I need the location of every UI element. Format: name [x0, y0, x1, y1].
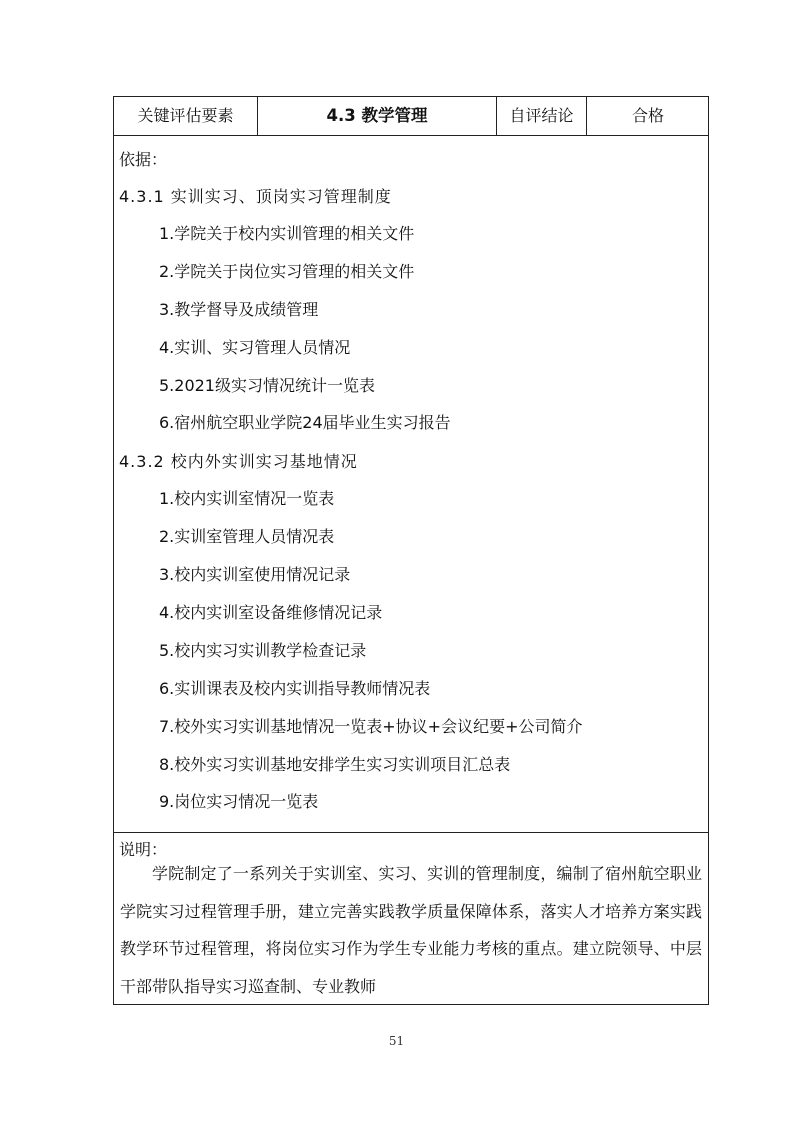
self-eval-label: 自评结论 — [497, 97, 587, 135]
section-title-4-3-2: 4.3.2 校内外实训实习基地情况 — [119, 452, 358, 471]
list-item: 6.宿州航空职业学院24届毕业生实习报告 — [159, 413, 451, 432]
list-item: 5.2021级实习情况统计一览表 — [159, 376, 375, 395]
list-item: 9.岗位实习情况一览表 — [159, 792, 319, 811]
page-number: 51 — [388, 1034, 405, 1048]
section-title-4-3-1: 4.3.1 实训实习、顶岗实习管理制度 — [119, 187, 392, 206]
list-item: 3.教学督导及成绩管理 — [159, 300, 319, 319]
list-item: 1.校内实训室情况一览表 — [159, 489, 335, 508]
list-item: 2.学院关于岗位实习管理的相关文件 — [159, 262, 415, 281]
list-item: 5.校内实习实训教学检查记录 — [159, 641, 367, 660]
list-item: 4.校内实训室设备维修情况记录 — [159, 603, 383, 622]
list-item: 8.校外实习实训基地安排学生实习实训项目汇总表 — [159, 755, 511, 774]
key-element-label: 关键评估要素 — [114, 97, 258, 135]
explanation-heading: 说明： — [119, 840, 168, 859]
evaluation-table — [113, 96, 709, 1005]
table-header-row — [114, 97, 708, 136]
list-item: 3.校内实训室使用情况记录 — [159, 565, 351, 584]
self-eval-result: 合格 — [631, 106, 664, 125]
section-divider — [114, 832, 708, 833]
basis-heading: 依据： — [119, 150, 168, 169]
list-item: 7.校外实习实训基地情况一览表+协议+会议纪要+公司简介 — [159, 717, 583, 736]
list-item: 4.实训、实习管理人员情况 — [159, 338, 351, 357]
section-title: 4.3 教学管理 — [258, 97, 497, 135]
list-item: 6.实训课表及校内实训指导教师情况表 — [159, 679, 431, 698]
explanation-paragraph: 学院制定了一系列关于实训室、实习、实训的管理制度，编制了宿州航空职业学院实习过程管理手册，建立完善实践教学质量保障体系，落实人才培养方案实践教学环节过程管理，将岗位实习作为学生专业能力考核的重点。建立院领导、中层干部带队指导实习巡查制、专业教师 — [120, 864, 702, 996]
list-item: 2.实训室管理人员情况表 — [159, 527, 335, 546]
list-item: 1.学院关于校内实训管理的相关文件 — [159, 224, 415, 243]
